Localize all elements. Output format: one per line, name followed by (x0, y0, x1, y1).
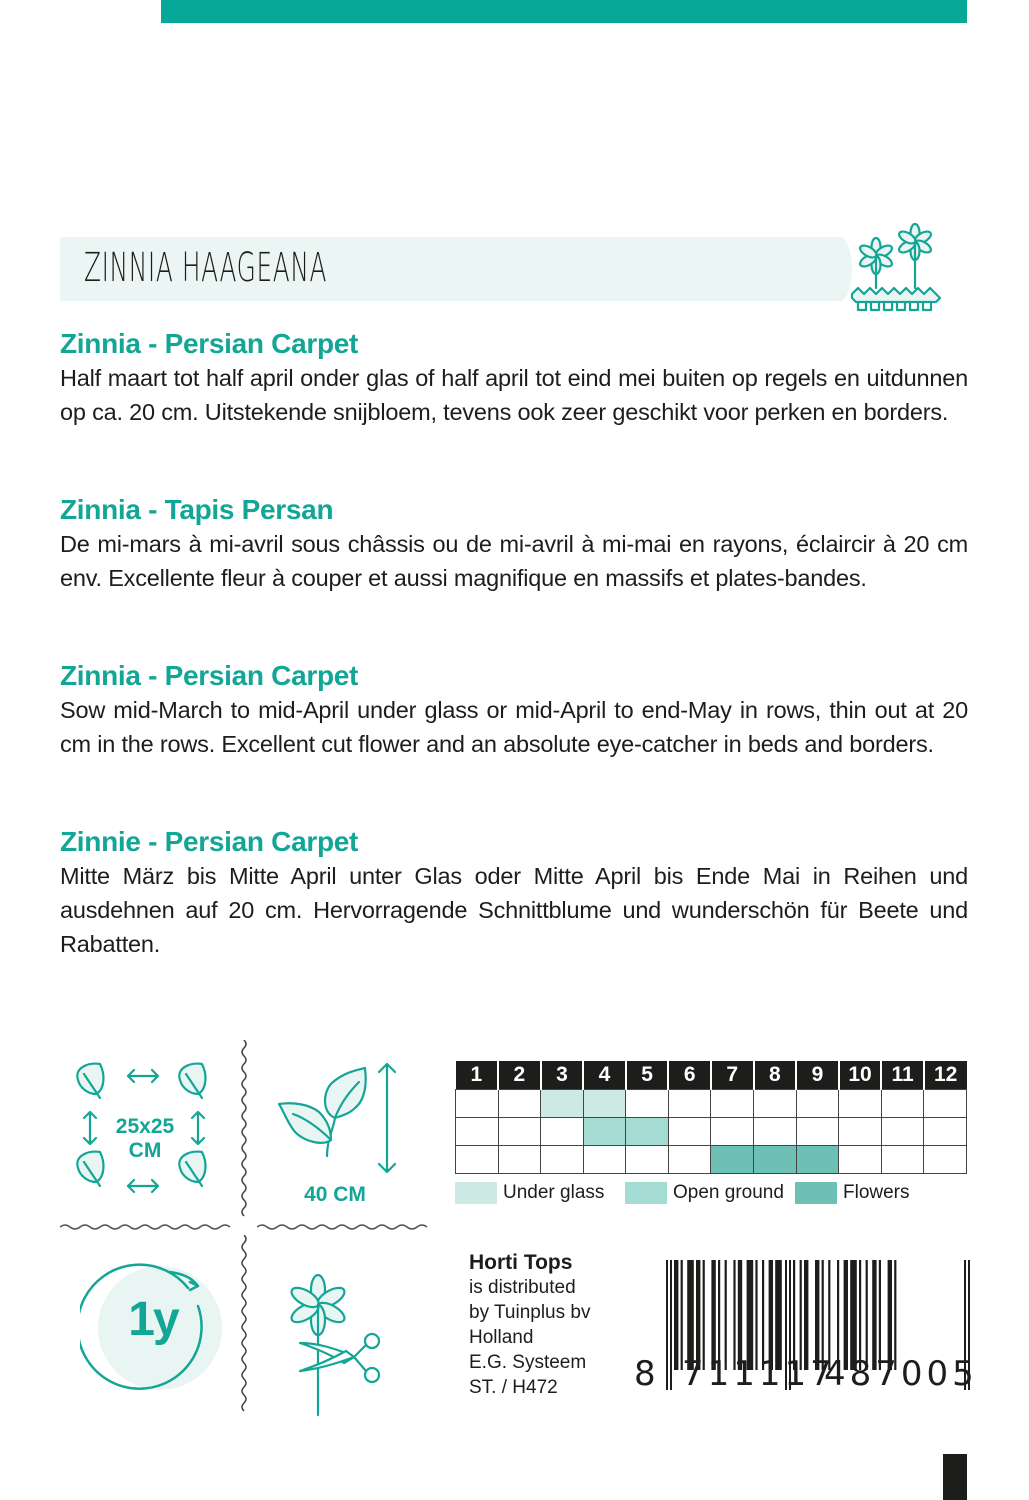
distributor-line: E.G. Systeem (469, 1352, 587, 1373)
calendar-cell (583, 1117, 626, 1145)
calendar-row (456, 1089, 967, 1117)
ean-barcode (634, 1250, 978, 1400)
spacing-unit: CM (128, 1139, 162, 1162)
calendar-cell (881, 1089, 924, 1117)
calendar-cell (924, 1145, 967, 1173)
height-label: 40 CM (304, 1183, 366, 1206)
distributor-line: by Tuinplus bv (469, 1302, 591, 1323)
section-heading: Zinnie - Persian Carpet (60, 826, 359, 857)
wavy-divider-horizontal (60, 1221, 235, 1233)
month-header: 2 (498, 1061, 541, 1089)
calendar-cell (754, 1145, 797, 1173)
calendar-cell (456, 1089, 499, 1117)
month-header: 9 (796, 1061, 839, 1089)
brand-name: Horti Tops (469, 1251, 573, 1274)
calendar-cell (456, 1117, 499, 1145)
calendar-cell (668, 1145, 711, 1173)
distributor-line: is distributed (469, 1277, 576, 1298)
month-header: 6 (668, 1061, 711, 1089)
calendar-cell (754, 1117, 797, 1145)
legend-swatch (455, 1182, 497, 1204)
legend-label: Open ground (673, 1182, 784, 1203)
calendar-legend (455, 1182, 967, 1206)
calendar-cell (796, 1145, 839, 1173)
calendar-cell (583, 1145, 626, 1173)
section-body: Half maart tot half april onder glas of half april tot eind mei buiten op regels en uitdunnen op ca. 20 cm. Uitstekende snijbloem, tevens ook zeer geschikt voor perken en borders. (60, 365, 968, 425)
product-title: ZINNIA HAAGEANA (84, 245, 328, 291)
calendar-cell (498, 1117, 541, 1145)
section-heading: Zinnia - Tapis Persan (60, 494, 334, 525)
calendar-cell (541, 1145, 584, 1173)
calendar-cell (541, 1117, 584, 1145)
sowing-calendar (455, 1061, 967, 1174)
spacing-value: 25x25 (115, 1115, 175, 1138)
month-header: 10 (839, 1061, 882, 1089)
calendar-cell (796, 1089, 839, 1117)
section-german (60, 825, 968, 961)
legend-label: Under glass (503, 1182, 605, 1203)
month-header: 12 (924, 1061, 967, 1089)
calendar-cell (924, 1117, 967, 1145)
legend-under-glass (455, 1182, 604, 1204)
calendar-cell (626, 1145, 669, 1173)
calendar-table (455, 1061, 967, 1174)
corner-mark (943, 1454, 967, 1500)
calendar-cell (881, 1145, 924, 1173)
section-english (60, 659, 968, 761)
month-header: 7 (711, 1061, 754, 1089)
calendar-cell (839, 1089, 882, 1117)
distributor-line: ST. / H472 (469, 1377, 558, 1398)
month-header: 4 (583, 1061, 626, 1089)
calendar-body (456, 1089, 967, 1173)
spacing-label (100, 1115, 190, 1163)
calendar-cell (456, 1145, 499, 1173)
section-heading: Zinnia - Persian Carpet (60, 328, 359, 359)
calendar-cell (626, 1089, 669, 1117)
section-heading: Zinnia - Persian Carpet (60, 660, 359, 691)
calendar-row (456, 1117, 967, 1145)
month-header: 11 (881, 1061, 924, 1089)
section-body: De mi-mars à mi-avril sous châssis ou de mi-avril à mi-mai en rayons, éclaircir à 20 cm env. Excellente fleur à couper et aussi magnifique en massifs et plates-bandes. (60, 531, 968, 591)
legend-swatch (795, 1182, 837, 1204)
calendar-cell (881, 1117, 924, 1145)
calendar-header-row (456, 1061, 967, 1089)
calendar-cell (583, 1089, 626, 1117)
calendar-cell (711, 1089, 754, 1117)
month-header: 1 (456, 1061, 499, 1089)
calendar-cell (541, 1089, 584, 1117)
calendar-cell (924, 1089, 967, 1117)
calendar-row (456, 1145, 967, 1173)
month-header: 5 (626, 1061, 669, 1089)
top-accent-bar (161, 0, 967, 23)
wavy-divider-vertical (238, 1040, 250, 1220)
plant-height-icon (275, 1060, 405, 1190)
legend-swatch (625, 1182, 667, 1204)
calendar-cell (498, 1089, 541, 1117)
flower-planter-icon (848, 218, 948, 318)
calendar-cell (839, 1117, 882, 1145)
section-body: Mitte März bis Mitte April unter Glas oder Mitte April bis Ende Mai in Reihen und ausdehnen auf 20 cm. Hervorragende Schnittblume und wunderschön für Beete und Rabatten. (60, 863, 968, 957)
barcode-first-digit: 8 (634, 1354, 656, 1394)
month-header: 3 (541, 1061, 584, 1089)
section-french (60, 493, 968, 595)
calendar-cell (668, 1117, 711, 1145)
legend-label: Flowers (843, 1182, 910, 1203)
barcode-right-group: 487005 (824, 1354, 978, 1394)
calendar-cell (796, 1117, 839, 1145)
distributor-info (469, 1250, 590, 1400)
title-band (60, 237, 840, 301)
cut-flower-scissors-icon (288, 1273, 408, 1423)
calendar-cell (711, 1117, 754, 1145)
month-header: 8 (754, 1061, 797, 1089)
barcode-left-group: 711117 (682, 1354, 836, 1394)
calendar-cell (626, 1117, 669, 1145)
calendar-cell (754, 1089, 797, 1117)
calendar-cell (839, 1145, 882, 1173)
wavy-divider-vertical (238, 1235, 250, 1415)
distributor-line: Holland (469, 1327, 534, 1348)
calendar-cell (668, 1089, 711, 1117)
calendar-cell (498, 1145, 541, 1173)
wavy-divider-horizontal (257, 1221, 432, 1233)
lifecycle-label: 1y (128, 1293, 178, 1346)
legend-open-ground (625, 1182, 784, 1204)
growing-info-icons (60, 1035, 450, 1415)
calendar-cell (711, 1145, 754, 1173)
section-dutch (60, 327, 968, 429)
section-body: Sow mid-March to mid-April under glass or mid-April to end-May in rows, thin out at 20 cm in the rows. Excellent cut flower and an absolute eye-catcher in beds and borders. (60, 697, 968, 757)
legend-flowers (795, 1182, 910, 1204)
